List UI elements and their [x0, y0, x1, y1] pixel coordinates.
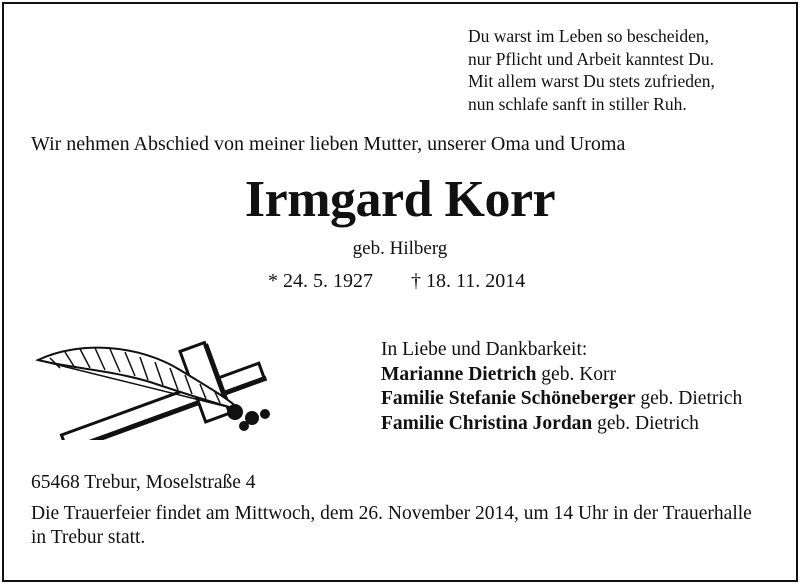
signer-name: Marianne Dietrich	[381, 363, 537, 385]
address: 65468 Trebur, Moselstraße 4	[31, 472, 256, 493]
poem-line: nur Pflicht und Arbeit kanntest Du.	[468, 48, 714, 69]
signer-suffix: geb. Korr	[536, 363, 617, 385]
poem	[468, 25, 715, 115]
birth-name: geb. Hilberg	[352, 238, 448, 259]
intro-text: Wir nehmen Abschied von meiner lieben Mutter, unserer Oma und Uroma	[31, 133, 626, 155]
ceremony-text: Die Trauerfeier findet am Mittwoch, dem 26. November 2014, um 14 Uhr in der Trauerhalle in Trebur statt.	[31, 503, 752, 548]
signer	[381, 412, 742, 437]
life-dates	[268, 270, 525, 293]
birth-date: * 24. 5. 1927	[268, 270, 373, 292]
signer-suffix: geb. Dietrich	[592, 412, 699, 434]
signer-suffix: geb. Dietrich	[635, 388, 743, 409]
cross-with-palm-frond-icon	[30, 330, 280, 440]
signer	[381, 387, 742, 412]
signer-name: Familie Christina Jordan	[381, 412, 593, 434]
signer-name: Familie Stefanie Schöneberger	[381, 388, 636, 409]
deceased-name: Irmgard Korr	[244, 171, 556, 228]
poem-line: Mit allem warst Du stets zufrieden,	[468, 71, 715, 91]
death-date: † 18. 11. 2014	[411, 270, 526, 292]
poem-line: Du warst im Leben so bescheiden,	[468, 26, 710, 46]
signers-heading: In Liebe und Dankbarkeit:	[381, 339, 588, 360]
signers	[381, 338, 742, 436]
signer	[381, 363, 742, 388]
poem-line: nun schlafe sanft in stiller Ruh.	[468, 93, 687, 114]
